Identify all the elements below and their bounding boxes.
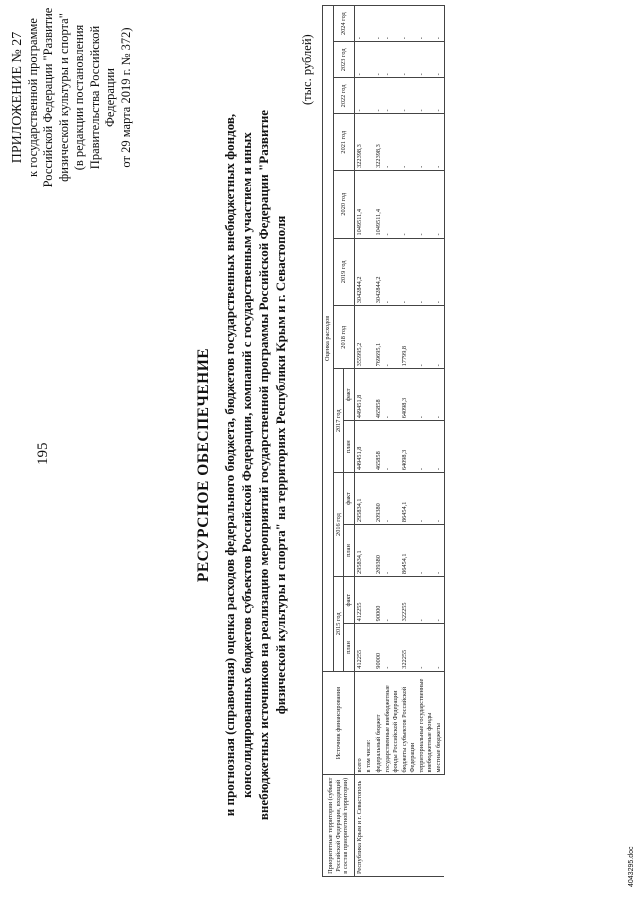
value-cell: 465858 [374, 369, 384, 421]
header-year-2022: 2022 год [333, 78, 354, 114]
appendix-line: Российской Федерации "Развитие [41, 7, 55, 188]
value-cell: - [434, 576, 444, 623]
value-cell: 3042844,2 [354, 238, 364, 306]
value-cell: - [434, 78, 444, 114]
value-cell: 1049511,4 [354, 170, 364, 238]
value-cell: 64098,3 [400, 369, 417, 421]
table-row [354, 6, 364, 877]
header-year-2021: 2021 год [333, 114, 354, 170]
value-cell: - [374, 78, 384, 114]
value-cell: - [383, 114, 400, 170]
header-plan: план [344, 525, 355, 577]
value-cell: - [400, 238, 417, 306]
value-cell [364, 473, 374, 525]
value-cell [364, 369, 374, 421]
value-cell: - [383, 421, 400, 473]
value-cell: 322255 [400, 576, 417, 623]
value-cell: - [354, 78, 364, 114]
header-fact: факт [344, 473, 355, 525]
value-cell [364, 6, 374, 42]
value-cell [364, 114, 374, 170]
territory-cell: Республика Крым и г. Севастополь [354, 775, 444, 877]
value-cell: - [383, 306, 400, 369]
appendix-block [10, 0, 134, 195]
value-cell: - [417, 369, 434, 421]
header-territory: Приоритетные территории (субъект Российской Федерации, входящий в состав приоритетной территории) [323, 775, 355, 877]
header-fact: факт [344, 576, 355, 623]
value-cell: - [417, 525, 434, 577]
table-row [417, 6, 434, 877]
value-cell: 86454,1 [400, 473, 417, 525]
value-cell: - [354, 42, 364, 78]
value-cell: - [434, 238, 444, 306]
value-cell [364, 170, 374, 238]
value-cell: - [434, 421, 444, 473]
value-cell: 322398,3 [374, 114, 384, 170]
value-cell: - [400, 78, 417, 114]
header-source: Источник финансирования [323, 671, 355, 775]
page-number: 195 [35, 442, 51, 465]
header-year-2024: 2024 год [333, 6, 354, 42]
value-cell: 86454,1 [400, 525, 417, 577]
source-cell: всего [354, 671, 364, 775]
value-cell: 3042844,2 [374, 238, 384, 306]
value-cell [364, 421, 374, 473]
value-cell: - [400, 114, 417, 170]
value-cell: - [434, 170, 444, 238]
value-cell: - [434, 42, 444, 78]
header-year-2017: 2017 год [333, 369, 344, 473]
value-cell: - [417, 170, 434, 238]
value-cell: - [417, 114, 434, 170]
source-cell: в том числе: [364, 671, 374, 775]
table-row [383, 6, 400, 877]
value-cell: - [434, 306, 444, 369]
value-cell: - [374, 42, 384, 78]
source-cell: федеральный бюджет [374, 671, 384, 775]
value-cell: 449451,8 [354, 369, 364, 421]
header-year-2023: 2023 год [333, 42, 354, 78]
value-cell: 322255 [400, 624, 417, 671]
value-cell: - [434, 525, 444, 577]
header-plan: план [344, 421, 355, 473]
value-cell [364, 42, 374, 78]
value-cell: 295834,1 [354, 525, 364, 577]
title-main: РЕСУРСНОЕ ОБЕСПЕЧЕНИЕ [195, 347, 212, 583]
value-cell [364, 78, 374, 114]
appendix-line: Правительства Российской Федерации [87, 25, 117, 170]
title-line: внебюджетных источников на реализацию мероприятий государственной программы Российской Федерации "Развитие [256, 109, 271, 821]
units-label: (тыс. рублей) [300, 34, 314, 105]
value-cell: 90000 [374, 624, 384, 671]
title-line: и прогнозная (справочная) оценка расходов федерального бюджета, бюджетов государственных внебюджетных фондов, [222, 113, 237, 817]
value-cell: 769695,1 [374, 306, 384, 369]
value-cell [364, 238, 374, 306]
value-cell: - [417, 6, 434, 42]
value-cell: 355995,2 [354, 306, 364, 369]
source-cell: государственные внебюджетные фонды Российской Федерации [383, 671, 400, 775]
value-cell: - [417, 473, 434, 525]
value-cell: - [417, 421, 434, 473]
appendix-line: (в редакции постановления [72, 24, 86, 171]
appendix-line: к государственной программе [25, 18, 40, 177]
value-cell: 64098,3 [400, 421, 417, 473]
value-cell: 465858 [374, 421, 384, 473]
document-title [195, 85, 289, 845]
value-cell: - [383, 576, 400, 623]
header-fact: факт [344, 369, 355, 421]
value-cell: - [434, 624, 444, 671]
value-cell: 209380 [374, 525, 384, 577]
source-cell: территориальные государственные внебюджетные фонды [417, 671, 434, 775]
value-cell: - [383, 42, 400, 78]
resource-table [322, 5, 445, 877]
value-cell: 17799,8 [400, 306, 417, 369]
value-cell: - [434, 369, 444, 421]
header-estimate: Оценка расходов [323, 6, 334, 672]
value-cell: - [354, 6, 364, 42]
value-cell: 322398,3 [354, 114, 364, 170]
value-cell: 1049511,4 [374, 170, 384, 238]
value-cell: - [434, 6, 444, 42]
file-name-footer: 4043295.doc [628, 846, 635, 887]
value-cell: 90000 [374, 576, 384, 623]
header-year-2015: 2015 год [333, 576, 344, 671]
source-cell: бюджеты субъектов Российской Федерации [400, 671, 417, 775]
value-cell: 295834,1 [354, 473, 364, 525]
appendix-line: от 29 марта 2019 г. № 372) [118, 27, 133, 168]
table-row [374, 6, 384, 877]
value-cell: - [417, 42, 434, 78]
value-cell [364, 525, 374, 577]
source-cell: местные бюджеты [434, 671, 444, 775]
value-cell: - [383, 6, 400, 42]
value-cell: 412255 [354, 624, 364, 671]
value-cell: - [383, 624, 400, 671]
title-line: консолидированных бюджетов субъектов Российской Федерации, компаний с государственным участием и иных [239, 132, 254, 798]
value-cell: - [374, 6, 384, 42]
title-line: физической культуры и спорта" на территориях Республики Крым и г. Севастополя [273, 215, 288, 715]
value-cell [364, 624, 374, 671]
table-row [364, 6, 374, 877]
value-cell: - [383, 369, 400, 421]
header-year-2020: 2020 год [333, 170, 354, 238]
value-cell: - [383, 238, 400, 306]
table-row [434, 6, 444, 877]
value-cell: 449451,8 [354, 421, 364, 473]
table-row [400, 6, 417, 877]
value-cell: - [383, 78, 400, 114]
header-year-2018: 2018 год [333, 306, 354, 369]
value-cell: - [417, 78, 434, 114]
value-cell [364, 576, 374, 623]
value-cell: 412255 [354, 576, 364, 623]
value-cell: - [434, 473, 444, 525]
value-cell: - [400, 170, 417, 238]
value-cell: - [383, 525, 400, 577]
appendix-heading: ПРИЛОЖЕНИЕ № 27 [10, 31, 25, 164]
value-cell: - [434, 114, 444, 170]
value-cell: - [383, 473, 400, 525]
header-plan: план [344, 624, 355, 671]
value-cell: - [417, 624, 434, 671]
value-cell: - [400, 42, 417, 78]
appendix-line: физической культуры и спорта" [56, 13, 71, 182]
header-year-2016: 2016 год [333, 473, 344, 577]
value-cell: - [400, 6, 417, 42]
table-body [354, 6, 444, 877]
value-cell: - [383, 170, 400, 238]
header-year-2019: 2019 год [333, 238, 354, 306]
value-cell: 209380 [374, 473, 384, 525]
value-cell: - [417, 306, 434, 369]
value-cell: - [417, 238, 434, 306]
value-cell: - [417, 576, 434, 623]
value-cell [364, 306, 374, 369]
